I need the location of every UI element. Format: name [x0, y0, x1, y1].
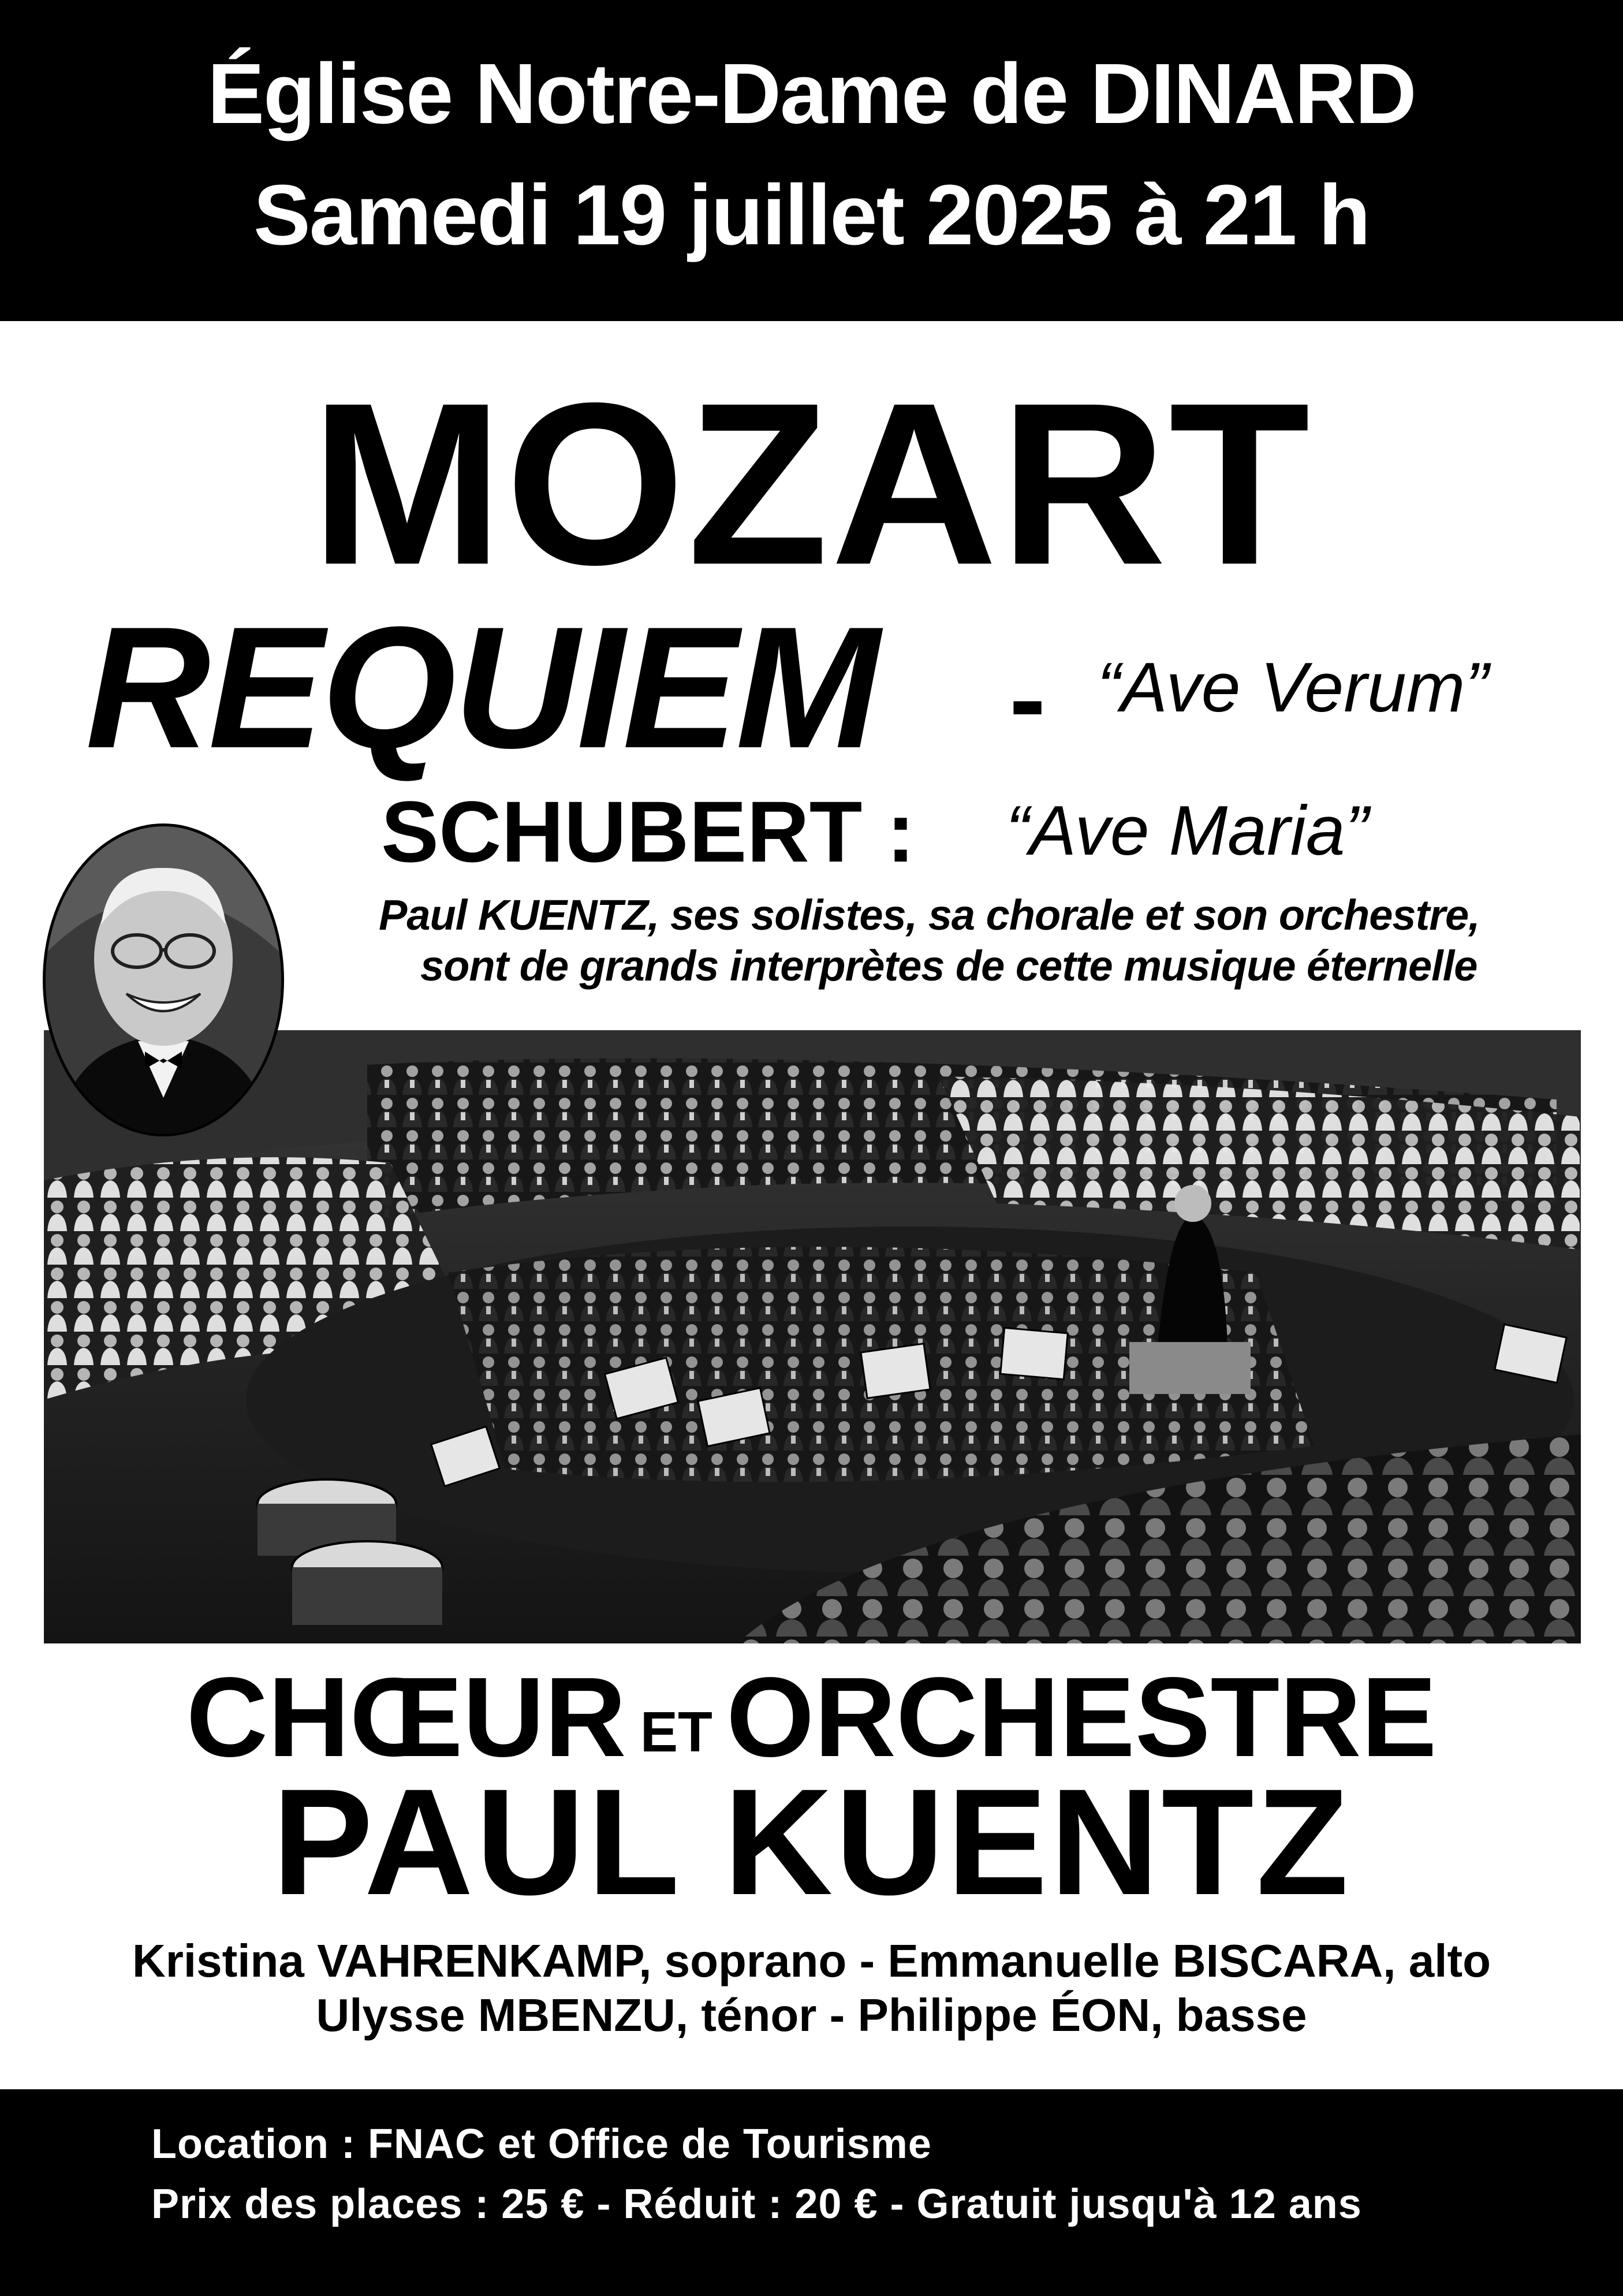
- conductor-portrait: [43, 823, 284, 1136]
- title-separator: -: [1009, 638, 1046, 760]
- second-work-title: “Ave Maria”: [1006, 791, 1369, 870]
- second-composer: SCHUBERT :: [381, 783, 915, 880]
- soloists-line-2: Ulysse MBENZU, ténor - Philippe ÉON, basse: [316, 1989, 1307, 2041]
- venue-title: Église Notre-Dame de DINARD: [207, 46, 1416, 141]
- composer-title: MOZART: [311, 355, 1312, 613]
- tagline-line-2: sont de grands interprètes de cette musique éternelle: [420, 942, 1478, 990]
- main-work-title: REQUIEM: [85, 590, 878, 784]
- ticket-location: Location : FNAC et Office de Tourisme: [151, 2121, 932, 2167]
- ticket-prices: Prix des places : 25 € - Réduit : 20 € - Gratuit jusqu'à 12 ans: [151, 2181, 1362, 2227]
- ensemble-name: PAUL KUENTZ: [272, 1757, 1351, 1926]
- concert-photo-illustration: [44, 1030, 1581, 1643]
- secondary-work-title: “Ave Verum”: [1097, 648, 1488, 726]
- ensemble-connector: ET: [640, 1700, 712, 1764]
- concert-date: Samedi 19 juillet 2025 à 21 h: [253, 167, 1370, 263]
- ensemble-part-choir: CHŒUR: [186, 1654, 626, 1780]
- concert-photo: [44, 1030, 1581, 1643]
- tagline-line-1: Paul KUENTZ, ses solistes, sa chorale et son orchestre,: [379, 891, 1480, 939]
- soloists-line-1: Kristina VAHRENKAMP, soprano - Emmanuelle BISCARA, alto: [132, 1935, 1491, 1986]
- ensemble-part-orchestra: ORCHESTRE: [726, 1654, 1437, 1780]
- portrait-illustration: [46, 826, 281, 1134]
